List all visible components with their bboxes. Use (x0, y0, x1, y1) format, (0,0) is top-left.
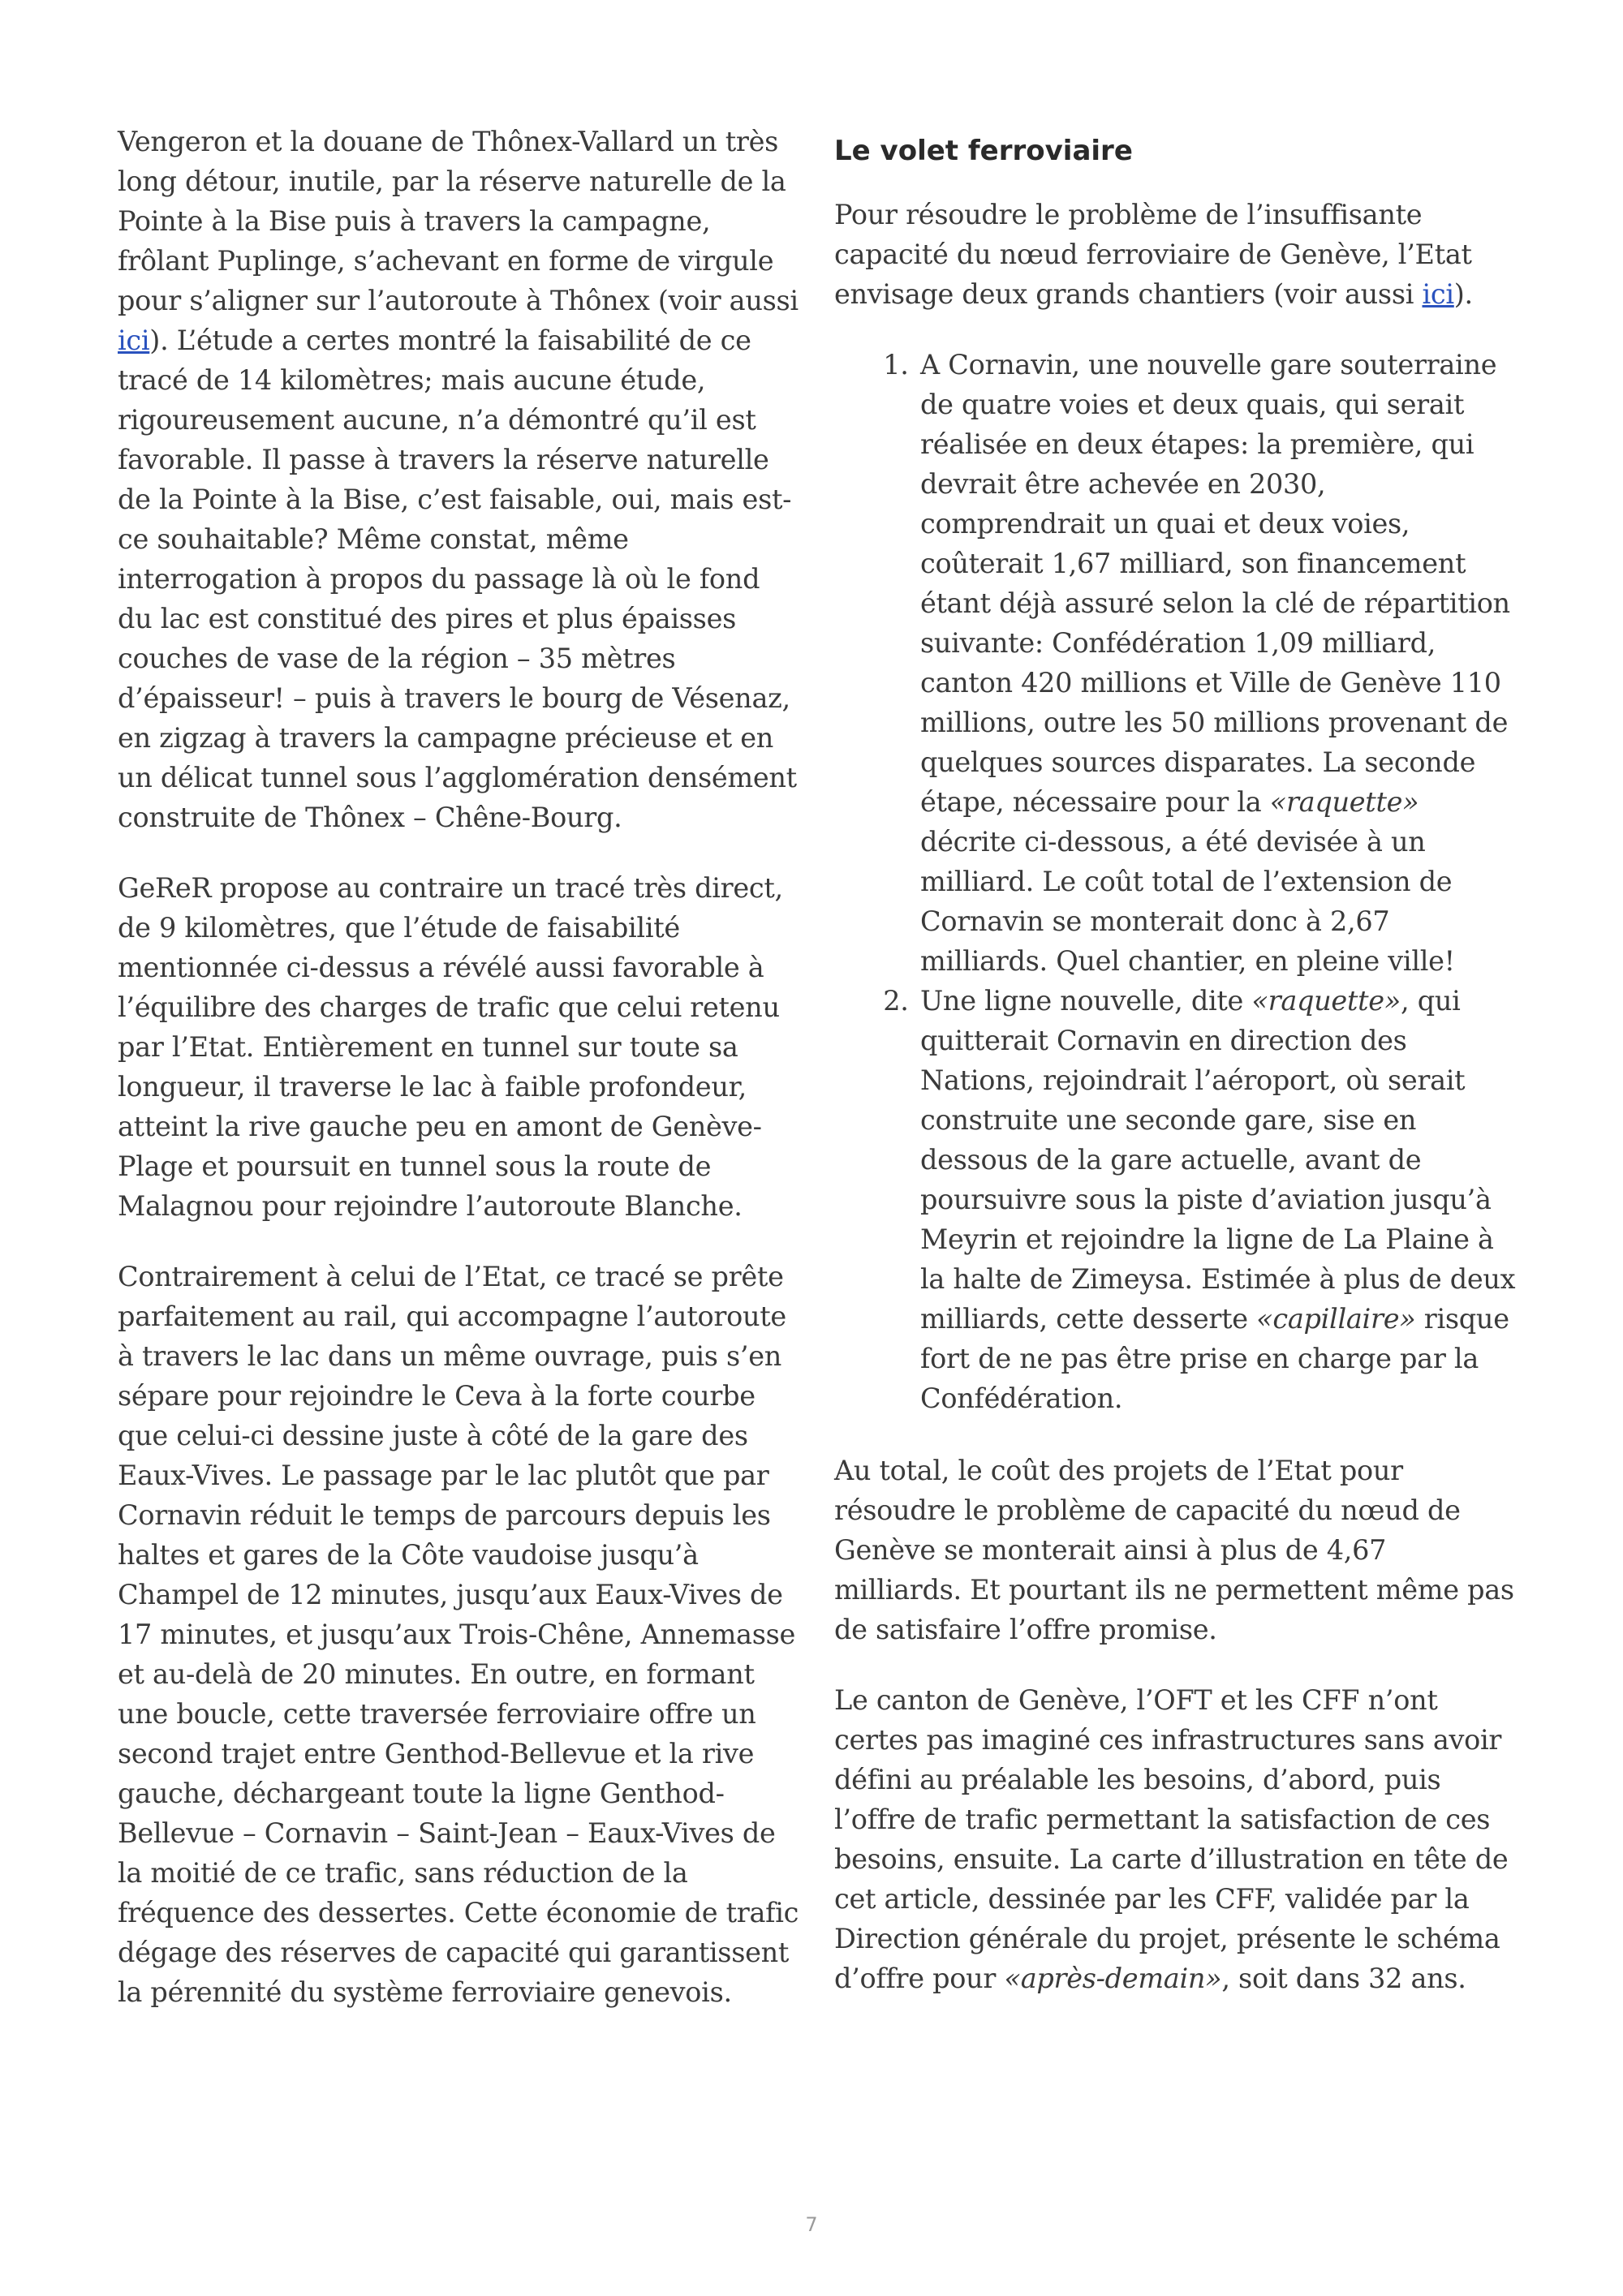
page-number: 7 (805, 2213, 818, 2236)
link-ici-1[interactable]: ici (118, 325, 150, 356)
section-heading: Le volet ferroviaire (834, 135, 1133, 167)
right-column (834, 122, 1516, 2029)
paragraph-trace-gerer: GeReR propose au contraire un tracé très direct, de 9 kilomètres, que l’étude de faisabilité mentionnée ci-dessus a révélé aussi favorable à l’équilibre des charges de trafic que celui retenu par l’Etat. Entièrement en tunnel sur toute sa longueur, il traverse le lac à faible profondeur, atteint la rive gauche peu en amont de Genève-Plage et poursuit en tunnel sous la route de Malagnou pour rejoindre l’autoroute Blanche. (118, 872, 783, 1222)
paragraph-intro: Pour résoudre le problème de l’insuffisante capacité du nœud ferroviaire de Genève, l’Etat envisage deux grands chantiers (voir aussi ici). (834, 199, 1473, 310)
paragraph-rail: Contrairement à celui de l’Etat, ce tracé se prête parfaitement au rail, qui accompagne l’autoroute à travers le lac dans un même ouvrage, puis s’en sépare pour rejoindre le Ceva à la forte courbe que celui-ci dessine juste à côté de la gare des Eaux-Vives. Le passage par le lac plutôt que par Cornavin réduit le temps de parcours depuis les haltes et gares de la Côte vaudoise jusqu’à Champel de 12 minutes, jusqu’aux Eaux-Vives de 17 minutes, et jusqu’aux Trois-Chêne, Annemasse et au-delà de 20 minutes. En outre, en formant une boucle, cette traversée ferroviaire offre un second trajet entre Genthod-Bellevue et la rive gauche, déchargeant toute la ligne Genthod-Bellevue – Cornavin – Saint-Jean – Eaux-Vives de la moitié de ce trafic, sans réduction de la fréquence des dessertes. Cette économie de trafic dégage des réserves de capacité qui garantissent la pérennité du système ferroviaire genevois. (118, 1261, 799, 2008)
list-item-cornavin: 1. A Cornavin, une nouvelle gare souterraine de quatre voies et deux quais, qui serait réalisée en deux étapes: la première, qui devrait être achevée en 2030, comprendrait un quai et deux voies, coûterait 1,67 milliard, son financement étant déjà assuré selon la clé de répartition suivante: Confédération 1,09 milliard, canton 420 millions et Ville de Genève 110 millions, outre les 50 millions provenant de quelques sources disparates. La seconde étape, nécessaire pour la «raquette» décrite ci-dessous, a été devisée à un milliard. Le coût total de l’extension de Cornavin se monterait donc à 2,67 milliards. Quel chantier, en pleine ville! (917, 345, 1516, 981)
link-ici-2[interactable]: ici (1422, 278, 1454, 310)
paragraph-conclusion: Le canton de Genève, l’OFT et les CFF n’ont certes pas imaginé ces infrastructures sans avoir défini au préalable les besoins, d’abord, puis l’offre de trafic permettant la satisfaction de ces besoins, ensuite. La carte d’illustration en tête de cet article, dessinée par les CFF, validée par la Direction générale du projet, présente le schéma d’offre pour «après-demain», soit dans 32 ans. (834, 1684, 1509, 1994)
left-column (118, 122, 799, 2043)
list-item-raquette: 2. Une ligne nouvelle, dite «raquette», qui quitterait Cornavin en direction des Nations, rejoindrait l’aéroport, où serait construite une seconde gare, sise en dessous de la gare actuelle, avant de poursuivre sous la piste d’aviation jusqu’à Meyrin et rejoindre la ligne de La Plaine à la halte de Zimeysa. Estimée à plus de deux milliards, cette desserte «capillaire» risque fort de ne pas être prise en charge par la Confédération. (917, 981, 1516, 1418)
paragraph-trace-etat: Vengeron et la douane de Thônex-Vallard un très long détour, inutile, par la réserve naturelle de la Pointe à la Bise puis à travers la campagne, frôlant Puplinge, s’achevant en forme de virgule pour s’aligner sur l’autoroute à Thônex (voir aussi ici). L’étude a certes montré la faisabilité de ce tracé de 14 kilomètres; mais aucune étude, rigoureusement aucune, n’a démontré qu’il est favorable. Il passe à travers la réserve naturelle de la Pointe à la Bise, c’est faisable, oui, mais est-ce souhaitable? Même constat, même interrogation à propos du passage là où le fond du lac est constitué des pires et plus épaisses couches de vase de la région – 35 mètres d’épaisseur! – puis à travers le bourg de Vésenaz, en zigzag à travers la campagne précieuse et en un délicat tunnel sous l’agglomération densément construite de Thônex – Chêne-Bourg. (118, 126, 799, 833)
projects-list (834, 345, 1516, 1418)
paragraph-total: Au total, le coût des projets de l’Etat pour résoudre le problème de capacité du nœud de Genève se monterait ainsi à plus de 4,67 milliards. Et pourtant ils ne permettent même pas de satisfaire l’offre promise. (834, 1455, 1514, 1645)
